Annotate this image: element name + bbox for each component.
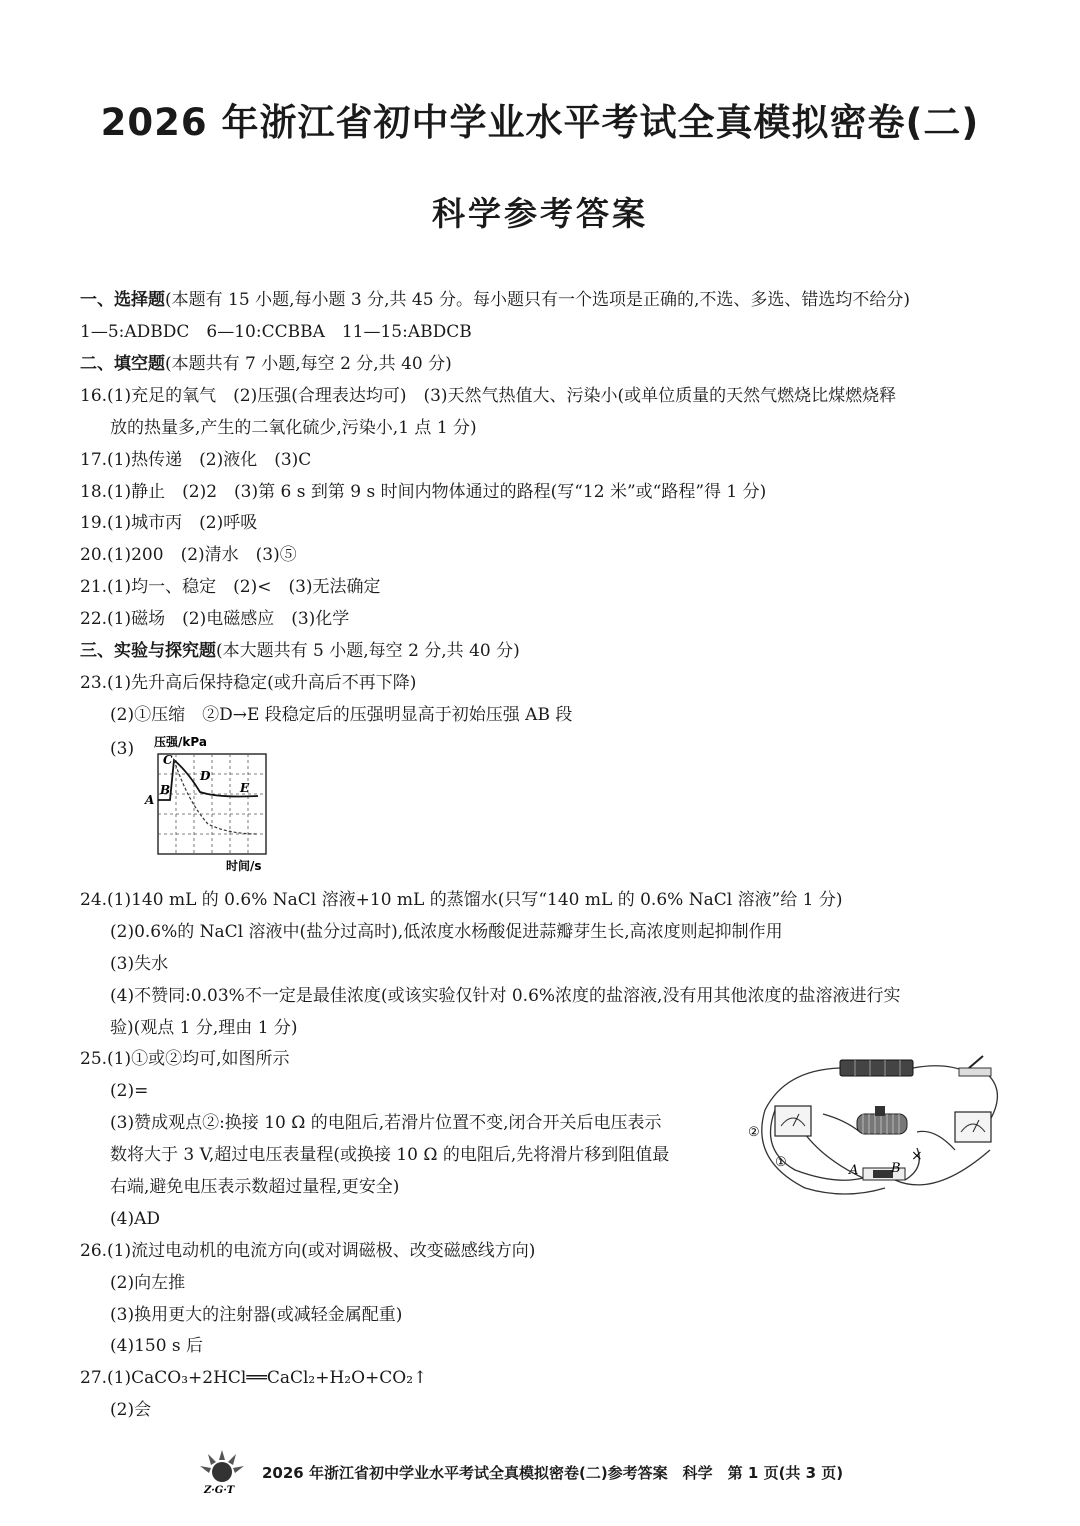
answer-25-4: (4)AD (110, 1209, 160, 1229)
logo-text: Z·G·T (204, 1485, 235, 1496)
circuit-cross-mark: × (911, 1148, 923, 1164)
section-1-note: (本题有 15 小题,每小题 3 分,共 45 分。每小题只有一个选项是正确的,不选、多选、错选均不给分) (165, 290, 910, 310)
answer-23-3: (3) (110, 739, 135, 759)
answer-26-1: 26.(1)流过电动机的电流方向(或对调磁极、改变磁感线方向) (80, 1241, 536, 1261)
graph-point-e: E (240, 781, 250, 795)
section-3-title: 三、实验与探究题 (80, 641, 216, 661)
answer-24-3: (3)失水 (110, 954, 169, 974)
section-1-heading (80, 288, 910, 312)
page-subtitle: 科学参考答案 (432, 194, 648, 233)
answer-25-3-line-3: 右端,避免电压表示数超过量程,更安全) (110, 1177, 400, 1197)
section-1-answers: 1—5:ADBDC 6—10:CCBBA 11—15:ABDCB (80, 322, 472, 342)
answer-25-2: (2)= (110, 1081, 149, 1101)
graph-point-a: A (145, 793, 155, 807)
answer-16-line-2: 放的热量多,产生的二氧化硫少,污染小,1 点 1 分) (110, 418, 477, 438)
answer-16-line-1: 16.(1)充足的氧气 (2)压强(合理表达均可) (3)天然气热值大、污染小(或单位质量的天然气燃烧比煤燃烧释 (80, 386, 897, 406)
footer-text: 2026 年浙江省初中学业水平考试全真模拟密卷(二)参考答案 科学 第 1 页(共 3 页) (262, 1464, 844, 1482)
answer-26-4: (4)150 s 后 (110, 1336, 204, 1356)
answer-19: 19.(1)城市丙 (2)呼吸 (80, 513, 258, 533)
section-3-note: (本大题共有 5 小题,每空 2 分,共 40 分) (216, 641, 520, 661)
graph-ylabel: 压强/kPa (154, 735, 207, 749)
page-title: 2026 年浙江省初中学业水平考试全真模拟密卷(二) (100, 101, 980, 144)
section-1-title: 一、选择题 (80, 290, 165, 310)
answer-24-4-line-2: 验)(观点 1 分,理由 1 分) (110, 1018, 298, 1038)
answer-26-2: (2)向左推 (110, 1273, 186, 1293)
circuit-label-a: A (849, 1163, 859, 1178)
answer-24-1: 24.(1)140 mL 的 0.6% NaCl 溶液+10 mL 的蒸馏水(只写“140 mL 的 0.6% NaCl 溶液”给 1 分) (80, 890, 843, 910)
section-2-title: 二、填空题 (80, 354, 165, 374)
graph-point-d: D (200, 769, 211, 783)
circuit-label-1: ① (775, 1155, 787, 1170)
answer-27-2: (2)会 (110, 1400, 152, 1420)
section-2-heading (80, 352, 452, 376)
answer-24-4-line-1: (4)不赞同:0.03%不一定是最佳浓度(或该实验仅针对 0.6%浓度的盐溶液,没有用其他浓度的盐溶液进行实 (110, 986, 901, 1006)
answer-20: 20.(1)200 (2)清水 (3)⑤ (80, 545, 297, 565)
answer-18: 18.(1)静止 (2)2 (3)第 6 s 到第 9 s 时间内物体通过的路程(写“12 米”或“路程”得 1 分) (80, 482, 767, 502)
circuit-label-b: B (891, 1161, 901, 1176)
answer-25-3-line-2: 数将大于 3 V,超过电压表量程(或换接 10 Ω 的电阻后,先将滑片移到阻值最 (110, 1145, 670, 1165)
answer-17: 17.(1)热传递 (2)液化 (3)C (80, 450, 312, 470)
answer-23-2: (2)①压缩 ②D→E 段稳定后的压强明显高于初始压强 AB 段 (110, 705, 573, 725)
section-3-heading (80, 639, 520, 663)
page-footer (0, 1448, 1080, 1498)
graph-xlabel: 时间/s (226, 859, 262, 873)
answer-25-1: 25.(1)①或②均可,如图所示 (80, 1049, 290, 1069)
circuit-label-2: ② (748, 1125, 760, 1140)
graph-point-b: B (160, 783, 171, 797)
sun-logo-icon (196, 1448, 248, 1496)
answer-24-2: (2)0.6%的 NaCl 溶液中(盐分过高时),低浓度水杨酸促进蒜瓣芽生长,高浓度则起抑制作用 (110, 922, 783, 942)
answer-21: 21.(1)均一、稳定 (2)< (3)无法确定 (80, 577, 381, 597)
circuit-diagram (745, 1050, 1010, 1210)
answer-23-1: 23.(1)先升高后保持稳定(或升高后不再下降) (80, 673, 417, 693)
graph-point-c: C (163, 753, 173, 767)
answer-25-3-line-1: (3)赞成观点②:换接 10 Ω 的电阻后,若滑片位置不变,闭合开关后电压表示 (110, 1113, 662, 1133)
pressure-time-graph (108, 732, 278, 874)
answer-27-1: 27.(1)CaCO₃+2HCl══CaCl₂+H₂O+CO₂↑ (80, 1368, 428, 1388)
answer-26-3: (3)换用更大的注射器(或减轻金属配重) (110, 1305, 403, 1325)
answer-22: 22.(1)磁场 (2)电磁感应 (3)化学 (80, 609, 350, 629)
section-2-note: (本题共有 7 小题,每空 2 分,共 40 分) (165, 354, 452, 374)
